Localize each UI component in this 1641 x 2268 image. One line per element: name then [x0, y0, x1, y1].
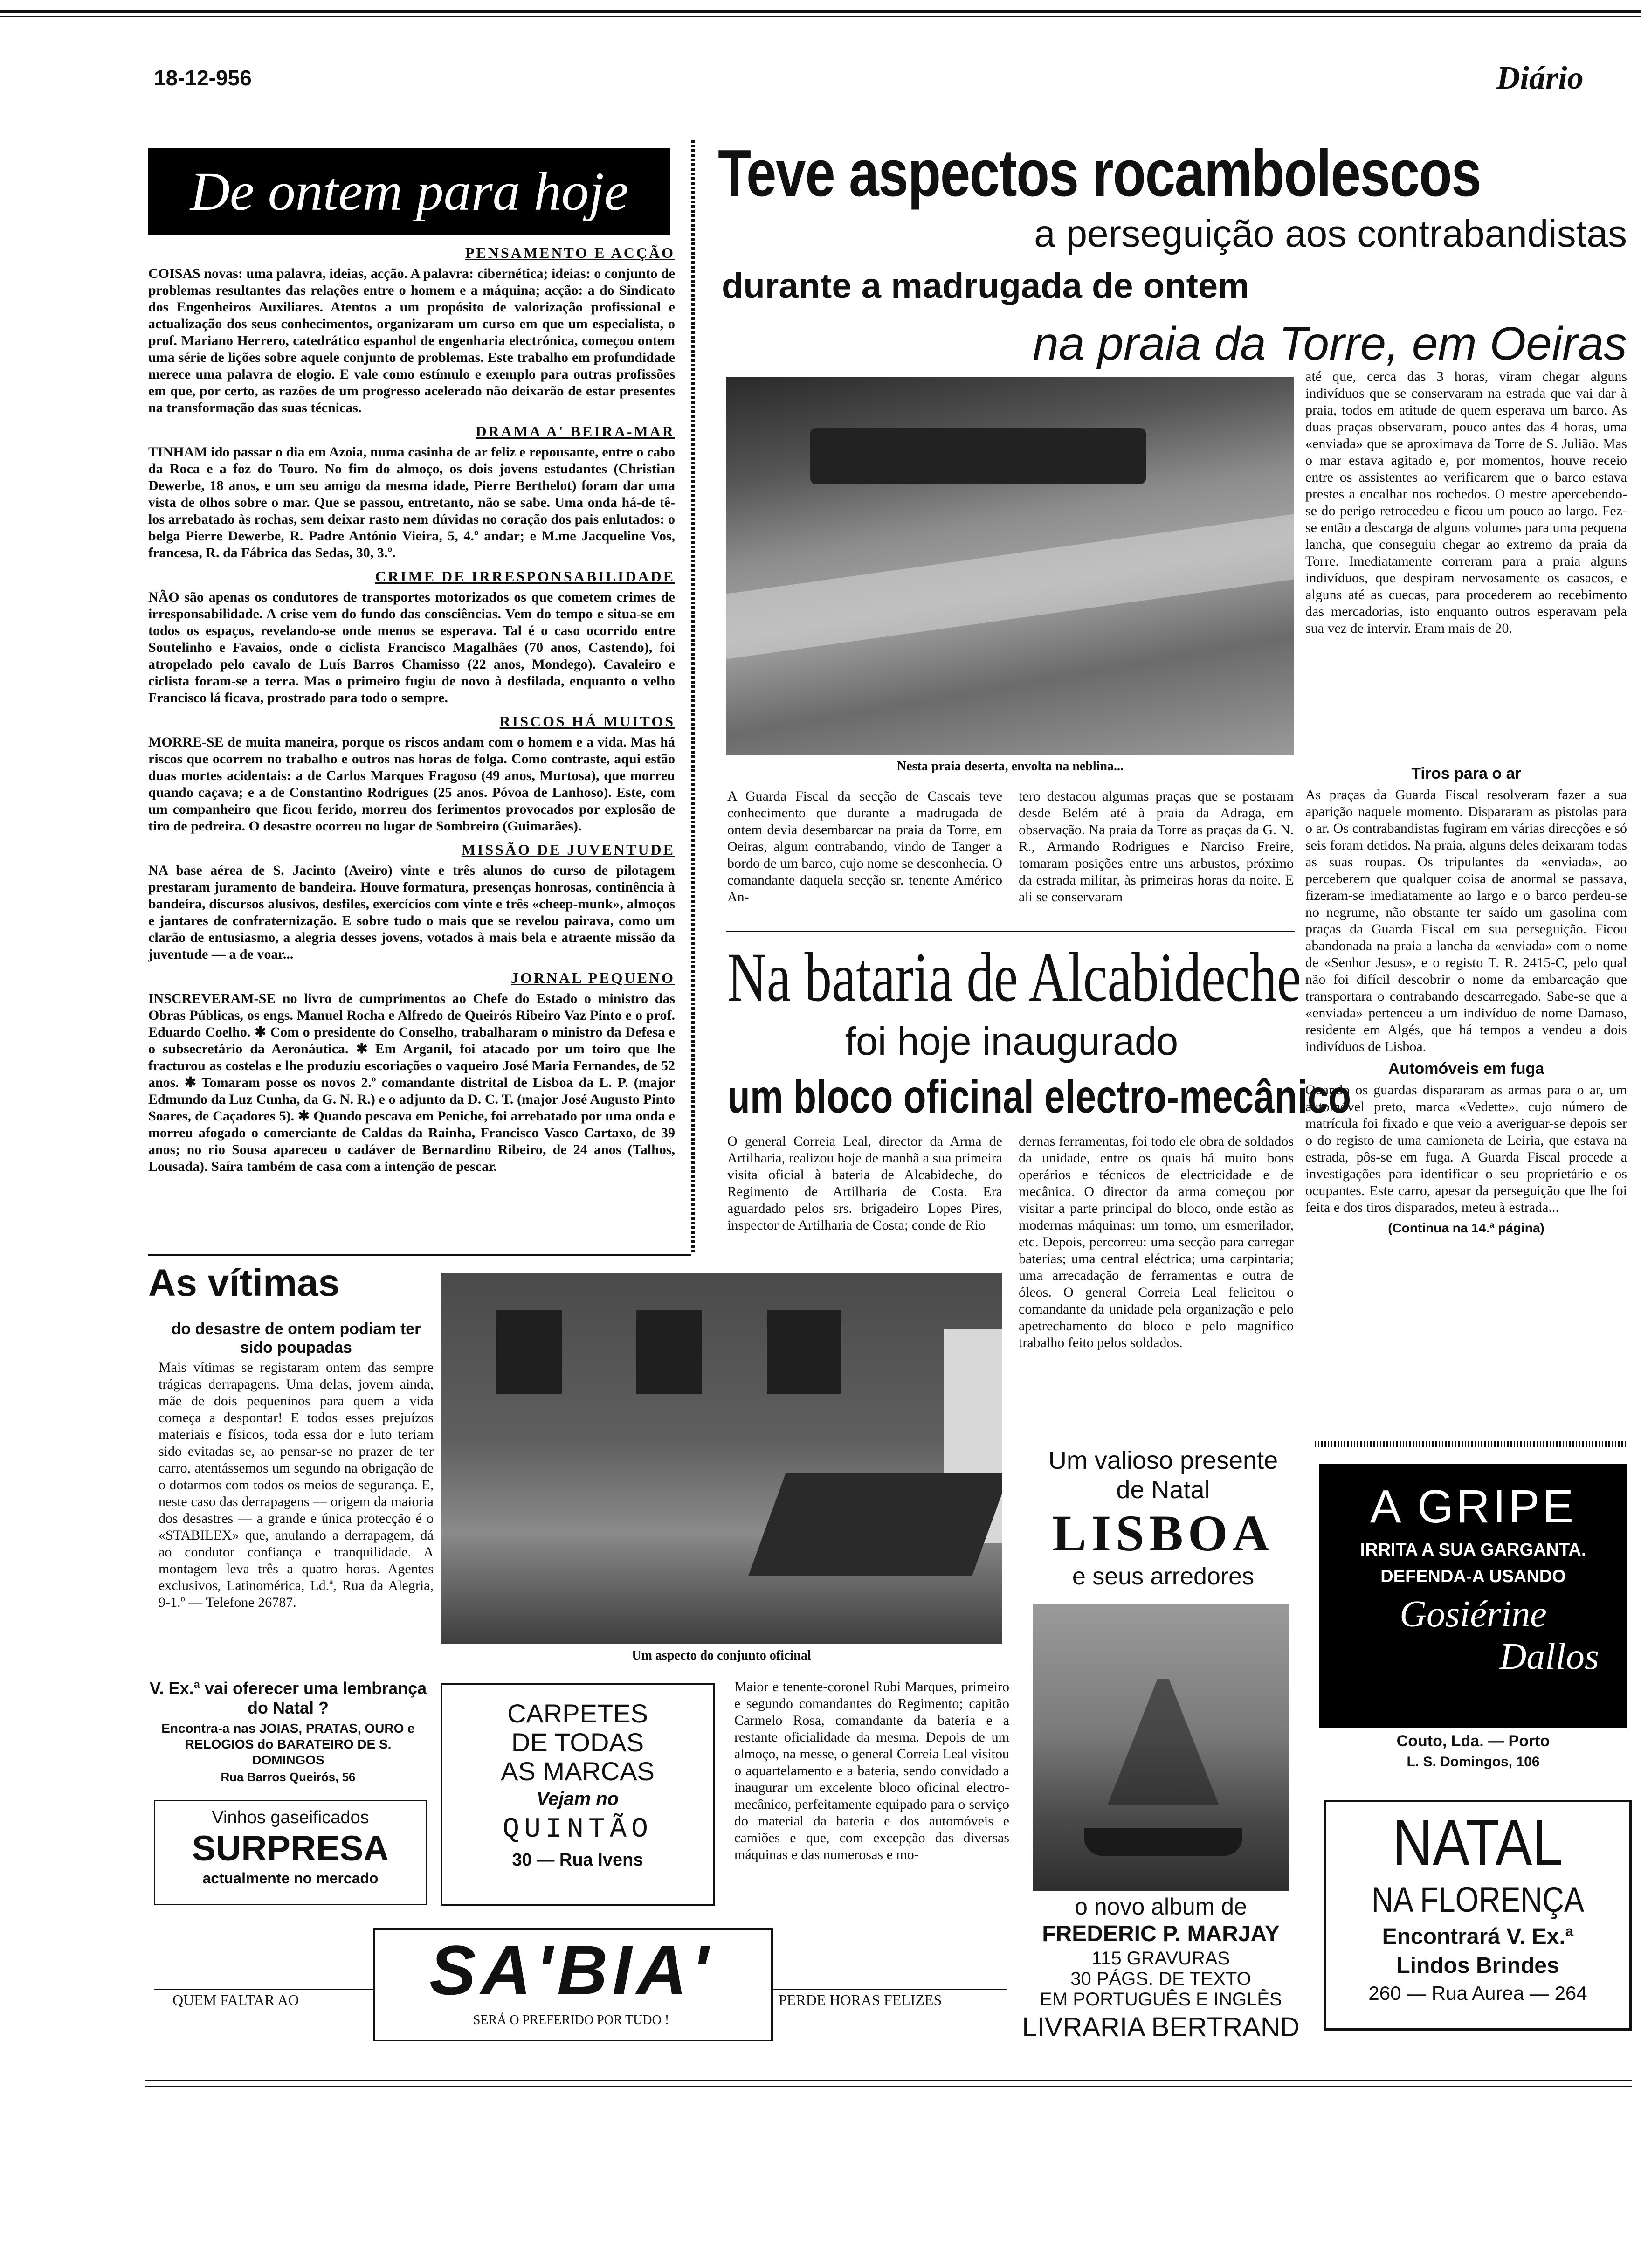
beach-photo-caption: Nesta praia deserta, envolta na neblina...: [896, 759, 1124, 774]
section-head: MISSÃO DE JUVENTUDE: [461, 841, 675, 858]
issue-date: 18-12-956: [154, 66, 252, 90]
carpetes-l1: CARPETES: [507, 1699, 648, 1728]
vitimas-text: Mais vítimas se registaram ontem das sempre trágicas derrapagens. Uma delas, jovem ainda, mãe de dois pequeninos para quem a vida começa a despontar! E todos esses prejuízos materiais e físicos, toda essa dor e luto teriam sido evitadas se, ao pensar-se no prazer de ter carro, atentássemos um segundo na obrigação de o dotarmos com todos os meios de segurança. E, neste caso das derrapagens — origem da maioria dos desastres — a grande e única protecção é o «STABILEX» que, anulando a derrapagem, dá ao condutor confiança e tranquilidade. A montagem leva três a quatro horas. Agentes exclusivos, Latinomérica, Ld.ª, Rua da Alegria, 9-1.º — Telefone 26787.: [159, 1360, 434, 1610]
oeiras-text: A Guarda Fiscal da secção de Cascais teve conhecimento que durante a madrugada de ontem devia desembarcar na praia da Torre, em Oeiras, algum contrabando, vindo de Tanger a bordo de um barco, cujo nome se desconhecia. O comandante daquela secção sr. tenente Américo An-: [727, 788, 1002, 905]
gripe-l5: Dallos: [1499, 1636, 1599, 1677]
vitimas-column: [159, 1359, 434, 1616]
de-ontem-banner: [148, 148, 670, 235]
ad-surpresa: [154, 1800, 427, 1905]
alcabideche-headline-3: um bloco oficinal electro-mecânico: [727, 1071, 1351, 1123]
continua-note: (Continua na 14.ª página): [1388, 1221, 1544, 1235]
gripe-l4: Gosiérine: [1400, 1594, 1547, 1635]
oeiras-headline-2: a perseguição aos contrabandistas: [1034, 213, 1627, 255]
alcabideche-col-2: [1019, 1133, 1294, 1356]
column-divider: [691, 140, 695, 1254]
ad-gripe-footer: [1319, 1732, 1627, 1770]
paper-name: Diário: [1496, 60, 1584, 96]
de-ontem-column: [148, 238, 675, 1180]
oeiras-text: Quando os guardas dispararam as armas para o ar, um automóvel preto, marca «Vedette», cujo número de matrícula foi fixado e que veio a averiguar-se depois ser o do registo de uma camioneta de Leiria, que estava na estrada, pôs-se em fuga. A Guarda Fiscal procede a investigações para identificar o seu proprietário e os ocupantes. Este carro, apesar da perseguição que lhe foi feita e dos tiros disparados, meteu à estrada...: [1305, 1082, 1627, 1215]
oeiras-right-column: [1305, 368, 1627, 642]
alcabideche-col-1: [727, 1133, 1002, 1238]
ad-lisboa: [1023, 1445, 1303, 1591]
vitimas-headline: As vítimas: [148, 1262, 340, 1304]
section-text: NA base aérea de S. Jacinto (Aveiro) vinte e três alunos do curso de pilotagem prestaram juramento de bandeira. Houve formatura, presenças honrosas, continência à bandeira, discursos alusivos, desfiles, exercícios com vinte e três «cheep-munk», almoços e jantares de confraternização. E sobre tudo o mais que se revelou pairava, como um clarão de entusiasmo, a alegria desses jovens, votados à mais bela e atraente missão da juventude — a de voar...: [148, 863, 675, 962]
ad-lisboa-lower: [1019, 1893, 1303, 2045]
auto-subhead: Automóveis em fuga: [1388, 1060, 1544, 1078]
oeiras-text: até que, cerca das 3 horas, viram chegar alguns indivíduos que se conservaram na estrada que vai dar à praia, todos em atitude de quem esperava um barco. As duas praças observaram, pouco antes das 4 horas, uma «enviada» que se aproximava da Torre de S. Julião. Mas o mar estava agitado e, por momentos, houve receio entre os assistentes ao verificarem que o barco estava prestes a encalhar nos rochedos. O mestre apercebendo-se do perigo retrocedeu e ficou um pouco ao largo. Fez-se então a descarga de alguns volumes para uma pequena lancha, que conseguiu chegar ao extremo da praia da Torre. Imediatamente correram para a praia alguns indivíduos, que despiram nervosamente os casacos, e alguns até as cuecas, para procederem ao recebimento das mercadorias, isto enquanto outros esperavam pela sua vez de intervir. Eram mais de 20.: [1305, 369, 1627, 636]
section-head: RISCOS HÁ MUITOS: [499, 713, 675, 730]
oeiras-headline-4: na praia da Torre, em Oeiras: [1033, 318, 1627, 370]
section-head: JORNAL PEQUENO: [510, 969, 675, 986]
workshop-photo: [441, 1273, 1002, 1644]
lisboa-l7: 115 GRAVURAS: [1091, 1948, 1230, 1969]
jewels-line-1: V. Ex.ª vai oferecer uma lembrança do Natal ?: [149, 1679, 427, 1717]
section-head: CRIME DE IRRESPONSABILIDADE: [375, 568, 675, 585]
lisboa-l10: LIVRARIA BERTRAND: [1022, 2012, 1300, 2042]
florenca-l2: NA FLORENÇA: [1372, 1880, 1584, 1920]
section-text: MORRE-SE de muita maneira, porque os riscos andam com o homem e a vida. Mas há riscos que ocorrem no trabalho e outros nas horas de folga. Como contraste, aqui estão duas mortes acidentais: a de Carlos Marques Fragoso (49 anos, Murtosa), que morreu quando caçava; e a de Constantino Rodrigues (25 anos. Póvoa de Lanhoso). Este, com um companheiro que ficou ferido, morreu dos ferimentos provocados por explosão de tiro de pedreira. O desastre ocorreu no lugar de Sombreiro (Guimarães).: [148, 734, 675, 834]
ad-sabia: [154, 1928, 1007, 2040]
oeiras-lower-col-2: [1019, 788, 1294, 910]
gripe-l2: IRRITA A SUA GARGANTA.: [1360, 1540, 1586, 1560]
vitimas-subhead: do desastre de ontem podiam ter sido poupadas: [171, 1320, 421, 1356]
surpresa-top: Vinhos gaseificados: [212, 1808, 369, 1827]
section-head: DRAMA A' BEIRA-MAR: [476, 423, 675, 440]
florenca-l5: 260 — Rua Aurea — 264: [1368, 1982, 1587, 2004]
divider-dashes: [1315, 1441, 1627, 1447]
section-text: TINHAM ido passar o dia em Azoia, numa casinha de ar feliz e repousante, entre o cabo da Roca e a foz do Touro. No fim do almoço, os dois jovens estudantes (Christian Dewerbe, 18 anos, e um seu amigo da mesma idade, Pierre Berthelot) foram dar uma vista de olhos sobre o mar. Que se passou, entretanto, não se sabe. Uma onda há-de tê-los arrebatado às rochas, sem deixar rasto nem dúvidas no coração dos pais enlutados: o belga Pierre Dewerbe, R. Padre António Vieira, 5, 4.º andar; e M.me Jacqueline Vos, francesa, R. da Fábrica das Sedas, 30, 3.º.: [148, 444, 675, 560]
oeiras-lower-col-1: [727, 788, 1002, 910]
lisboa-l2: de Natal: [1116, 1476, 1210, 1504]
beach-photo: [726, 377, 1294, 755]
ad-natal-jewels: [148, 1679, 428, 1784]
alcabideche-text: dernas ferramentas, foi todo ele obra de soldados da unidade, entre os quais há muito bons operários e técnicos de electricidade e de mecânica. O director da arma começou por visitar a parte principal do bloco, onde estão as modernas máquinas: um torno, um esmerilador, etc. Depois, percorreu: uma secção para carregar baterias; uma central eléctrica; uma carpintaria; uma arrecadação de ferramentas e outra de óleos. O general Correia Leal felicitou o comandante da unidade pela organização e pelo apetrechamento do bloco e pelo magnífico trabalho feito pelos soldados.: [1019, 1134, 1294, 1350]
oeiras-text: As praças da Guarda Fiscal resolveram fazer a sua aparição naquele momento. Dispararam as pistolas para o ar. Os contrabandistas fugiram em várias direcções e só seis foram detidos. Na praia, alguns deles deixaram todas as suas roupas. Os tripulantes da «enviada», ao perceberem que qualquer coisa de anormal se passava, fizeram-se imediatamente ao largo e o barco perdeu-se no negrume, não obstante ter saído um gasolina com praças da Guarda Fiscal em sua perseguição. Ficou abandonada na praia a lancha da «enviada» com o nome de «Senhor Jesus», e o registo T. R. 2415-C, pelo qual não foi difícil descobrir o nome da embarcação que transportara o contrabando descarregado. Sabe-se que a «enviada» pertenceu a um indivíduo de nome Damaso, residente em Algés, que há tempos a vendeu a dois indivíduos de Lisboa.: [1305, 787, 1627, 1054]
surpresa-brand: SURPRESA: [192, 1829, 389, 1868]
oeiras-tiros-column: [1305, 765, 1627, 1236]
gripe-l3: DEFENDA-A USANDO: [1380, 1567, 1566, 1586]
lisboa-l8: 30 PÁGS. DE TEXTO: [1070, 1969, 1251, 1989]
alcabideche-text: Maior e tenente-coronel Rubi Marques, primeiro e segundo comandantes do Regimento; capitão Carmelo Rosa, comandante da bateria e a restante oficialidade da mesma. Depois de um almoço, na messe, o general Correia Leal visitou o aquartelamento e a bateria, sendo convidado a inaugurar um excelente bloco oficinal electro-mecânico, perfeitamente equipado para o serviço do material da bateria e dos automóveis e camiões e que, com excepção das diversas máquinas e das numerosas e mo-: [734, 1679, 1009, 1862]
section-text: INSCREVERAM-SE no livro de cumprimentos ao Chefe do Estado o ministro das Obras Públicas, os engs. Manuel Rocha e Alfredo de Queirós Ribeiro Vaz Pinto e o prof. Eduardo Coelho. ✱ Com o presidente do Conselho, trabalharam o ministro da Defesa e o subsecretário da Aeronáutica. ✱ Em Arganil, foi atacado por um toiro que lhe fracturou as costelas e lhe produziu escoriações o vaqueiro José Maria Fernandes, de 52 anos. ✱ Tomaram posse os novos 2.º comandante distrital de Lisboa da L. P. (major Edmundo da Luz Cunha, da G. N. R.) e o adjunto da D. C. T. (major José Augusto Pinto Soares, de Caçadores 5). ✱ Quando pescava em Peniche, foi arrebatado por uma onda e morreu afogado o comerciante de Caldas da Rainha, Francisco Vasco Cartaxo, de 39 anos; no rio Sousa apareceu o cadáver de Bernardino Ribeiro, de 24 anos (Talhos, Lousada). Saíra também de casa com a intenção de pescar.: [148, 991, 675, 1174]
de-ontem-title: De ontem para hoje: [190, 161, 629, 222]
lisboa-l6: FREDERIC P. MARJAY: [1042, 1922, 1280, 1946]
workshop-photo-caption: Um aspecto do conjunto oficinal: [632, 1648, 811, 1663]
gripe-l7: L. S. Domingos, 106: [1407, 1754, 1540, 1770]
florenca-l1: NATAL: [1393, 1806, 1563, 1879]
lisboa-l3: LISBOA: [1052, 1505, 1274, 1562]
oeiras-headline-3: durante a madrugada de ontem: [722, 266, 1249, 306]
section-text: COISAS novas: uma palavra, ideias, acção. A palavra: cibernética; ideias: o conjunto de problemas resultantes das relações entre o homem e a máquina; acção: a do Sindicato dos Engenheiros Auxiliares. Atentos a um propósito de valorização profissional e actualização dos seus conhecimentos, organizaram um curso em que um especialista, o prof. Mariano Herrero, catedrático espanhol de engenharia electrónica, começou ontem uma série de lições sobre aquele conjunto de problemas. Este trabalho em profundidade merece uma palavra de elogio. E vale como estímulo e exemplo para outras profissões em que, por certo, as razões de um progresso acelerado não deixarão de estar presentes na transformação das suas técnicas.: [148, 266, 675, 415]
alcabideche-col-3: [734, 1679, 1009, 1868]
tiros-subhead: Tiros para o ar: [1411, 765, 1521, 782]
surpresa-bottom: actualmente no mercado: [202, 1870, 379, 1887]
florenca-l3: Encontrará V. Ex.ª: [1382, 1924, 1574, 1949]
section-head: PENSAMENTO E ACÇÃO: [465, 244, 675, 261]
carpetes-l4: Vejam no: [536, 1789, 619, 1809]
alcabideche-text: O general Correia Leal, director da Arma de Artilharia, realizou hoje de manhã a sua primeira visita oficial à bateria de Alcabideche, do Regimento de Artilharia de Costa. Era aguardado pelos srs. brigadeiro Lopes Pires, inspector de Artilharia de Costa; conde de Rio: [727, 1134, 1002, 1233]
sabia-right: PERDE HORAS FELIZES: [779, 1991, 942, 2008]
sabia-bottom: SERÁ O PREFERIDO POR TUDO !: [473, 2013, 669, 2027]
carpetes-l5: QUINTÃO: [502, 1814, 653, 1846]
ad-natal-florenca: [1324, 1800, 1632, 2031]
alcabideche-headline-1: Na bataria de Alcabideche: [727, 939, 1302, 1016]
florenca-l4: Lindos Brindes: [1396, 1953, 1559, 1978]
jewels-line-3: Rua Barros Queirós, 56: [221, 1770, 356, 1784]
lisboa-l4: e seus arredores: [1072, 1563, 1255, 1590]
carpetes-l6: 30 — Rua Ivens: [512, 1850, 643, 1870]
gripe-l6: Couto, Lda. — Porto: [1396, 1732, 1550, 1750]
ship-photo: [1033, 1604, 1289, 1891]
carpetes-l3: AS MARCAS: [501, 1756, 655, 1786]
carpetes-l2: DE TODAS: [511, 1728, 644, 1757]
section-text: NÃO são apenas os condutores de transportes motorizados os que cometem crimes de irresponsabilidade. A crise vem do fundo das consciências. Vem do tempo e situa-se em todos os espaços, revelando-se onde menos se esperava. Tal é o caso ocorrido entre Soutelinho e Favaios, onde o ciclista Francisco Magalhães (70 anos, Castendo), foi atropelado pelo cavalo de Luís Barros Chamisso (22 anos, Mondego). Cavaleiro e ciclista foram-se a terra. Mas o primeiro fugiu de novo à desfilada, enquanto o velho Francisco lá ficava, prostrado para todo o sempre.: [148, 589, 675, 705]
lisboa-l9: EM PORTUGUÊS E INGLÊS: [1040, 1989, 1282, 2010]
jewels-line-2: Encontra-a nas JOIAS, PRATAS, OURO e RELOGIOS do BARATEIRO DE S. DOMINGOS: [161, 1721, 415, 1767]
lisboa-l1: Um valioso presente: [1048, 1446, 1278, 1474]
gripe-l1: A GRIPE: [1370, 1480, 1577, 1533]
oeiras-text: tero destacou algumas praças que se postaram desde Belém até à praia da Adraga, em observação. Na praia da Torre as praças da G. N. R., Armando Rodrigues e Narciso Freire, tomaram posições entre uns arbustos, próximo da estrada militar, às primeiras horas da noite. E ali se conservaram: [1019, 788, 1294, 905]
oeiras-headline-1: Teve aspectos rocambolescos: [718, 136, 1481, 210]
sabia-brand: SA'BIA': [429, 1931, 713, 2009]
ad-carpetes: [441, 1683, 715, 1906]
sabia-left: QUEM FALTAR AO: [172, 1991, 299, 2008]
alcabideche-headline-2: foi hoje inaugurado: [845, 1019, 1179, 1063]
lisboa-l5: o novo album de: [1075, 1894, 1247, 1920]
ad-gripe: [1319, 1464, 1627, 1728]
